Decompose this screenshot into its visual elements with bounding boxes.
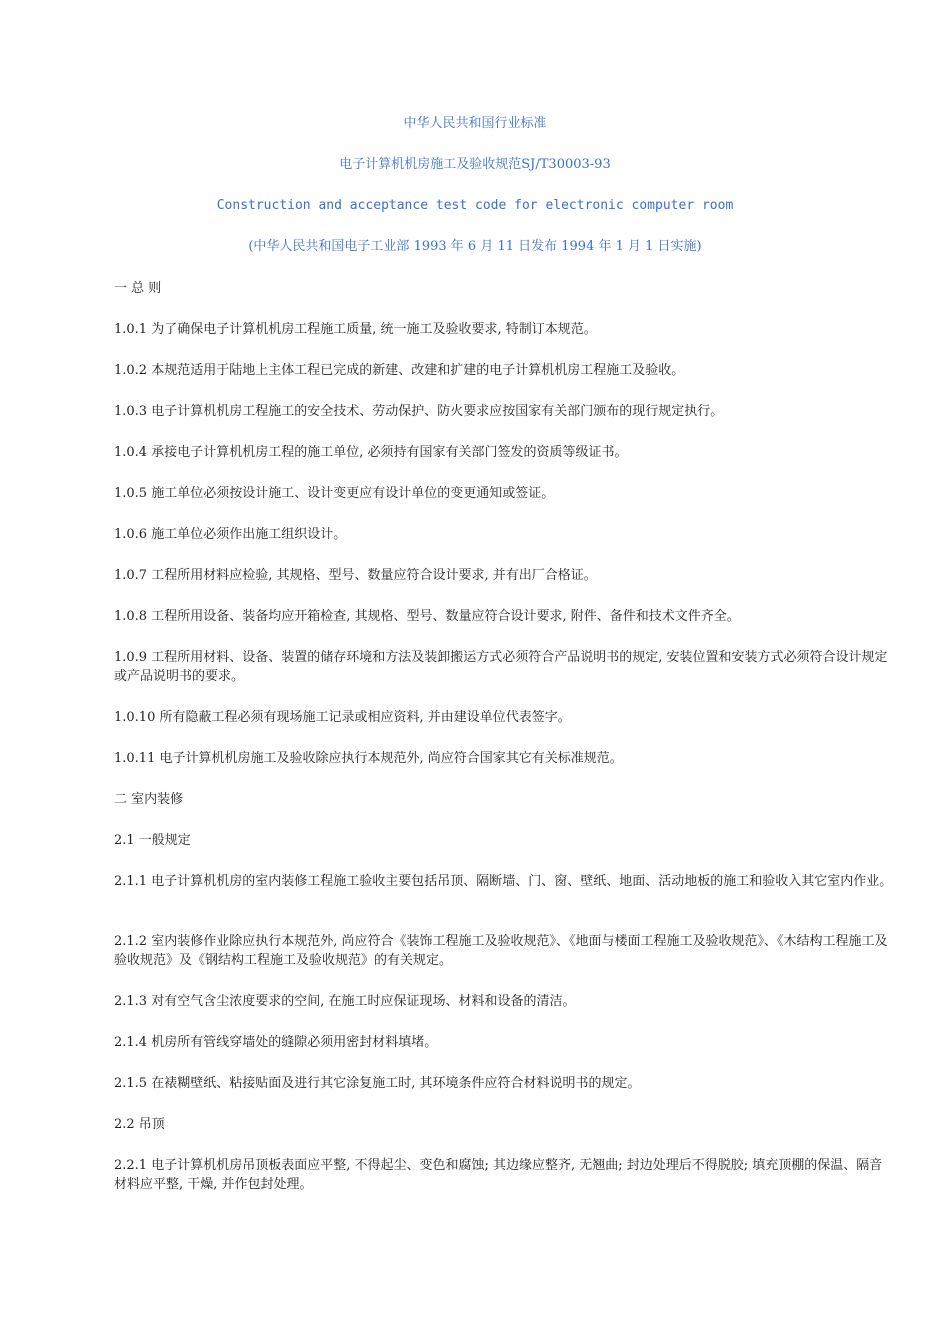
english-title: Construction and acceptance test code for electronic computer room <box>216 198 734 213</box>
clause: 2.1.5 在裱糊壁纸、粘接贴面及进行其它涂复施工时, 其环境条件应符合材料说明书的规定。 <box>114 1076 641 1091</box>
subsection-heading: 2.1 一般规定 <box>114 833 191 848</box>
issue-info: (中华人民共和国电子工业部 1993 年 6 月 11 日发布 1994 年 1 月 1 日实施) <box>248 239 702 254</box>
clause: 1.0.4 承接电子计算机机房工程的施工单位, 必须持有国家有关部门签发的资质等级证书。 <box>114 445 628 460</box>
clause: 1.0.3 电子计算机机房工程施工的安全技术、劳动保护、防火要求应按国家有关部门颁布的现行规定执行。 <box>114 404 724 419</box>
section-heading: 二 室内装修 <box>114 792 184 807</box>
clause: 1.0.2 本规范适用于陆地上主体工程已完成的新建、改建和扩建的电子计算机机房工程施工及验收。 <box>114 363 685 378</box>
clause: 2.1.1 电子计算机机房的室内装修工程施工验收主要包括吊顶、隔断墙、门、窗、壁纸、地面、活动地板的施工和验收入其它室内作业。 <box>114 874 893 889</box>
clause: 1.0.1 为了确保电子计算机机房工程施工质量, 统一施工及验收要求, 特制订本规范。 <box>114 322 597 337</box>
section-heading: 一 总 则 <box>114 281 162 296</box>
clause: 1.0.6 施工单位必须作出施工组织设计。 <box>114 527 347 542</box>
subsection-heading: 2.2 吊顶 <box>114 1117 165 1132</box>
clause: 1.0.10 所有隐蔽工程必须有现场施工记录或相应资料, 并由建设单位代表签字。 <box>114 710 571 725</box>
clause: 2.1.4 机房所有管线穿墙处的缝隙必须用密封材料填堵。 <box>114 1035 438 1050</box>
clause: 2.2.1 电子计算机机房吊顶板表面应平整, 不得起尘、变色和腐蚀; 其边缘应整齐, 无翘曲; 封边处理后不得脱胶; 填充顶棚的保温、隔音材料应平整, 干燥, 并作包封处理。 <box>114 1158 883 1192</box>
standard-title: 电子计算机机房施工及验收规范SJ/T30003-93 <box>339 157 611 172</box>
clause: 1.0.11 电子计算机机房施工及验收除应执行本规范外, 尚应符合国家其它有关标准规范。 <box>114 751 623 766</box>
clause: 1.0.5 施工单位必须按设计施工、设计变更应有设计单位的变更通知或签证。 <box>114 486 555 501</box>
clause: 1.0.8 工程所用设备、装备均应开箱检查, 其规格、型号、数量应符合设计要求, 附件、备件和技术文件齐全。 <box>114 609 740 624</box>
clause: 2.1.3 对有空气含尘浓度要求的空间, 在施工时应保证现场、材料和设备的清洁。 <box>114 994 576 1009</box>
standard-category-title: 中华人民共和国行业标准 <box>403 116 547 131</box>
clause: 2.1.2 室内装修作业除应执行本规范外, 尚应符合《装饰工程施工及验收规范》、《地面与楼面工程施工及验收规范》、《木结构工程施工及验收规范》及《钢结构工程施工及验收规范》的有关规定。 <box>114 934 888 968</box>
clause: 1.0.9 工程所用材料、设备、装置的储存环境和方法及装卸搬运方式必须符合产品说明书的规定, 安装位置和安装方式必须符合设计规定或产品说明书的要求。 <box>114 650 888 684</box>
clause: 1.0.7 工程所用材料应检验, 其规格、型号、数量应符合设计要求, 并有出厂合格证。 <box>114 568 597 583</box>
